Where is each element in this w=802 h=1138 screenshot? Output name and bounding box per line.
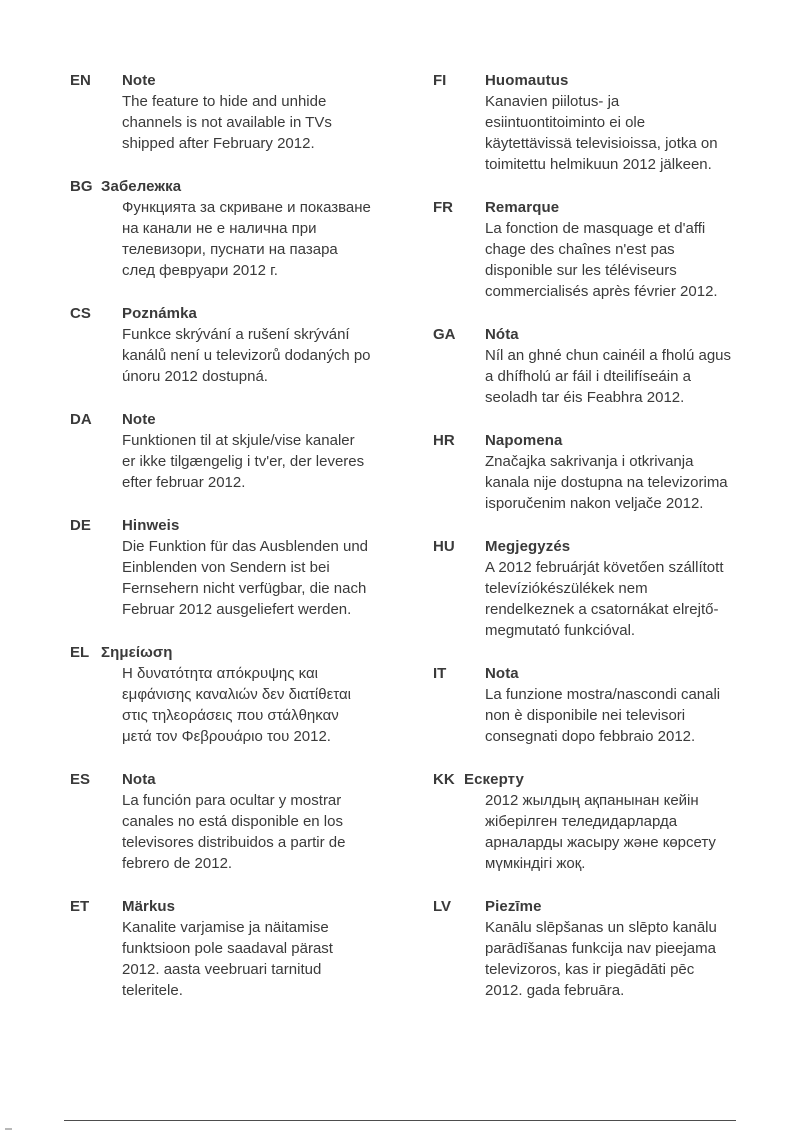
note-title: Huomautus [485,72,569,89]
note-header [70,70,370,91]
note-body: Níl an ghné chun cainéil a fholú agus a dhífholú ar fáil i dteilifíseáin a seoladh tar éis Feabhra 2012. [485,347,732,406]
language-code: ET [70,898,90,915]
language-code: FI [433,72,447,89]
note-title: Nota [122,771,156,788]
note-title: Ескерту [464,771,524,788]
note-et [70,896,370,1001]
note-title: Note [122,72,156,89]
note-title: Hinweis [122,517,180,534]
note-ga [433,324,733,408]
note-bg [70,176,370,281]
language-code: EL [70,644,90,661]
note-fi [433,70,733,175]
note-header [70,642,370,663]
language-code: DE [70,517,91,534]
note-title: Remarque [485,199,560,216]
note-body: Die Funktion für das Ausblenden und Einblenden von Sendern ist bei Fernsehern nicht verfügbar, die nach Februar 2012 ausgeliefert werden. [122,538,368,618]
note-title: Napomena [485,432,563,449]
note-header [70,176,370,197]
note-body: A 2012 februárját követően szállított televíziókészülékek nem rendelkeznek a csatornákat elrejtő-megmutató funkcióval. [485,559,724,639]
language-code: HU [433,538,455,555]
note-body: The feature to hide and unhide channels is not available in TVs shipped after February 2012. [122,93,332,152]
language-code: ES [70,771,91,788]
page-edge-mark [5,1128,12,1130]
note-hu [433,536,733,641]
note-body: Značajka sakrivanja i otkrivanja kanala nije dostupna na televizorima isporučenim nakon veljače 2012. [485,453,728,512]
note-body: Kanavien piilotus- ja esiintuontitoiminto ei ole käytettävissä televisioissa, jotka on toimitettu helmikuun 2012 jälkeen. [485,93,718,173]
note-header [70,896,370,917]
note-body: Функцията за скриване и показване на канали не е налична при телевизори, пуснати на пазара след февруари 2012 г. [122,199,371,279]
note-title: Nota [485,665,519,682]
note-header [70,409,370,430]
note-body: Funktionen til at skjule/vise kanaler er ikke tilgængelig i tv'er, der leveres efter februar 2012. [122,432,365,491]
note-title: Piezīme [485,898,542,915]
language-code: DA [70,411,92,428]
footer-rule [64,1120,736,1121]
note-header [433,430,733,451]
note-fr [433,197,733,302]
note-title: Megjegyzés [485,538,571,555]
note-body: La función para ocultar y mostrar canales no está disponible en los televisores distribuidos a partir de febrero de 2012. [122,792,346,872]
note-title: Poznámka [122,305,197,322]
note-header [70,515,370,536]
language-code: FR [433,199,453,216]
note-header [433,324,733,345]
right-column [433,70,733,1023]
language-code: BG [70,178,93,195]
note-title: Σημείωση [101,644,173,661]
note-body: Funkce skrývání a rušení skrývání kanálů není u televizorů dodaných po únoru 2012 dostupná. [122,326,371,385]
note-title: Nóta [485,326,519,343]
note-title: Note [122,411,156,428]
language-code: GA [433,326,456,343]
note-header [70,303,370,324]
language-code: KK [433,771,455,788]
note-header [433,197,733,218]
note-title: Забележка [101,178,182,195]
language-code: CS [70,305,91,322]
note-el [70,642,370,747]
left-column [70,70,370,1023]
note-lv [433,896,733,1001]
note-cs [70,303,370,387]
note-header [433,769,733,790]
note-header [433,70,733,91]
note-body: Kanālu slēpšanas un slēpto kanālu parādīšanas funkcija nav pieejama televizoros, kas ir piegādāti pēc 2012. gada februāra. [485,919,717,999]
note-title: Märkus [122,898,176,915]
note-en [70,70,370,154]
note-kk [433,769,733,874]
language-code: EN [70,72,91,89]
note-body: La fonction de masquage et d'affi chage des chaînes n'est pas disponible sur les téléviseurs commercialisés après février 2012. [485,220,718,300]
note-it [433,663,733,747]
language-code: HR [433,432,455,449]
note-header [433,536,733,557]
language-code: IT [433,665,447,682]
note-header [433,663,733,684]
note-header [433,896,733,917]
note-body: Kanalite varjamise ja näitamise funktsioon pole saadaval pärast 2012. aasta veebruari tarnitud teleritele. [122,919,333,999]
note-hr [433,430,733,514]
note-da [70,409,370,493]
note-header [70,769,370,790]
note-de [70,515,370,620]
note-body: 2012 жылдың ақпанынан кейін жіберілген теледидарларда арналарды жасыру және көрсету мүмкіндігі жоқ. [485,792,716,872]
note-body: La funzione mostra/nascondi canali non è disponibile nei televisori consegnati dopo febbraio 2012. [485,686,721,745]
note-es [70,769,370,874]
note-body: Η δυνατότητα απόκρυψης και εμφάνισης καναλιών δεν διατίθεται στις τηλεοράσεις που στάλθηκαν μετά τον Φεβρουάριο του 2012. [122,665,351,745]
language-code: LV [433,898,452,915]
notes-content [70,70,733,1023]
